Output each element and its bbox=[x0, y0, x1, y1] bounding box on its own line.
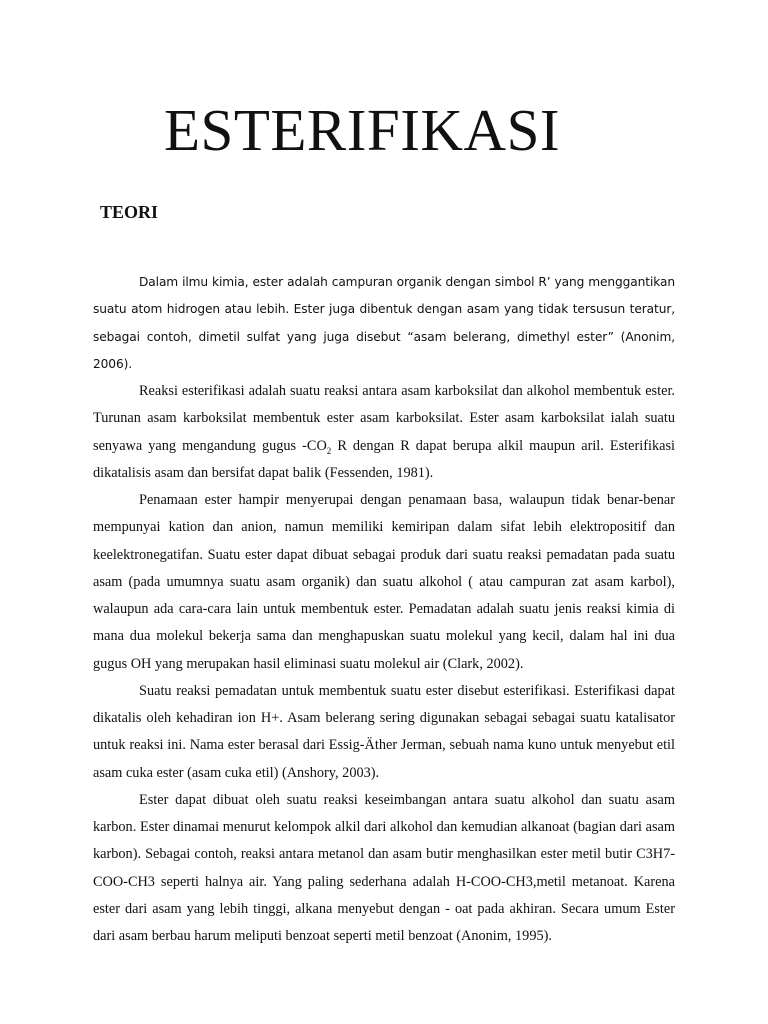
document-title: ESTERIFIKASI bbox=[164, 97, 561, 163]
paragraph-2-text-a: Reaksi esterifikasi adalah suatu reaksi antara asam karboksilat dan alkohol membentuk ester. Turunan asam karboksilat membentuk ester asam karboksilat. Ester asam karboksilat ialah suatu senyawa yang mengandung gugus -CO bbox=[93, 383, 675, 454]
paragraph-1: Dalam ilmu kimia, ester adalah campuran organik dengan simbol R’ yang menggantikan suatu atom hidrogen atau lebih. Ester juga dibentuk dengan asam yang tidak tersusun teratur, sebagai contoh, dimetil sulfat yang juga disebut “asam belerang, dimethyl ester” (Anonim, 2006). bbox=[93, 275, 675, 371]
paragraph-5: Ester dapat dibuat oleh suatu reaksi keseimbangan antara suatu alkohol dan suatu asam karbon. Ester dinamai menurut kelompok alkil dari alkohol dan kemudian alkanoat (bagian dari asam karbon). Sebagai contoh, reaksi antara metanol dan asam butir menghasilkan ester metil butir C3H7-COO-CH3 seperti halnya air. Yang paling sederhana adalah H-COO-CH3,metil metanoat. Karena ester dari asam yang lebih tinggi, alkana menyebut dengan - oat pada akhiran. Secara umum Ester dari asam berbau harum meliputi benzoat seperti metil benzoat (Anonim, 1995). bbox=[93, 791, 675, 944]
body-text bbox=[93, 269, 675, 950]
subscript-2: 2 bbox=[326, 445, 332, 456]
section-heading: TEORI bbox=[100, 202, 159, 222]
paragraph-2 bbox=[93, 378, 675, 487]
paragraph-3: Penamaan ester hampir menyerupai dengan penamaan basa, walaupun tidak benar-benar mempunyai kation dan anion, namun memiliki kemiripan dalam sifat lebih elektropositif dan keelektronegatifan. Suatu ester dapat dibuat sebagai produk dari suatu reaksi pemadatan pada suatu asam (pada umumnya suatu asam organik) dan suatu alkohol ( atau campuran zat asam karbol), walaupun ada cara-cara lain untuk membentuk ester. Pemadatan adalah suatu jenis reaksi kimia di mana dua molekul bekerja sama dan menghapuskan suatu molekul yang kecil, dalam hal ini dua gugus OH yang merupakan hasil eliminasi suatu molekul air (Clark, 2002). bbox=[93, 492, 675, 672]
paragraph-4: Suatu reaksi pemadatan untuk membentuk suatu ester disebut esterifikasi. Esterifikasi dapat dikatalis oleh kehadiran ion H+. Asam belerang sering digunakan sebagai sebagai suatu katalisator untuk reaksi ini. Nama ester berasal dari Essig-Äther Jerman, sebuah nama kuno untuk menyebut etil asam cuka ester (asam cuka etil) (Anshory, 2003). bbox=[93, 682, 675, 781]
paragraph-2-text-b: R dengan R dapat berupa alkil maupun aril. Esterifikasi dikatalisis asam dan bersifat dapat balik (Fessenden, 1981). bbox=[93, 437, 675, 481]
